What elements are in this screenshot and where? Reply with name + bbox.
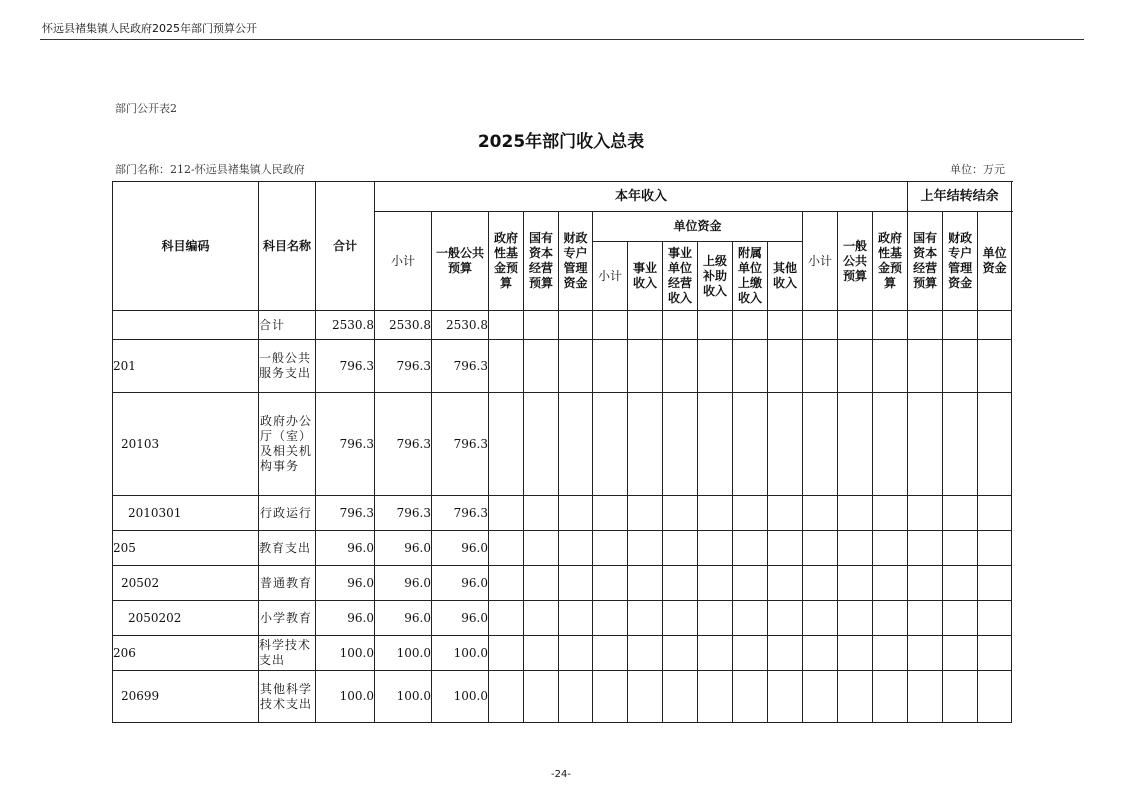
- row-general-budget: 96.0: [432, 601, 489, 636]
- row-code: 2010301: [113, 496, 259, 531]
- col-header-affiliated-income: 附属单位上缴收入: [733, 242, 768, 311]
- row-code: 205: [113, 531, 259, 566]
- row-name: 行政运行: [259, 496, 316, 531]
- row-subtotal: 96.0: [375, 531, 432, 566]
- col-header-carryover-general-budget: 一般公共预算: [838, 212, 873, 311]
- col-header-unit-subtotal: 小计: [593, 242, 628, 311]
- row-name: 政府办公厅（室）及相关机构事务: [259, 393, 316, 496]
- row-code: 20699: [113, 671, 259, 723]
- row-general-budget: 96.0: [432, 531, 489, 566]
- col-header-gov-fund: 政府性基金预算: [489, 212, 524, 311]
- col-header-unit-funds: 单位资金: [593, 212, 803, 242]
- row-general-budget: 796.3: [432, 340, 489, 393]
- table-row: [113, 311, 1012, 340]
- row-subtotal: 100.0: [375, 671, 432, 723]
- header-rule: [40, 39, 1084, 40]
- table-row: [113, 671, 1012, 723]
- row-subtotal: 796.3: [375, 496, 432, 531]
- col-header-subtotal: 小计: [375, 212, 432, 311]
- page-number: -24-: [551, 769, 571, 780]
- row-total: 100.0: [316, 636, 375, 671]
- unit-label: 单位：万元: [950, 163, 1005, 176]
- col-header-carryover-state-capital: 国有资本经营预算: [908, 212, 943, 311]
- col-header-carryover-fiscal-special: 财政专户管理资金: [943, 212, 978, 311]
- row-total: 796.3: [316, 496, 375, 531]
- row-total: 2530.8: [316, 311, 375, 340]
- row-general-budget: 100.0: [432, 671, 489, 723]
- row-code: 201: [113, 340, 259, 393]
- col-header-name: 科目名称: [259, 182, 316, 311]
- col-header-fiscal-special: 财政专户管理资金: [559, 212, 593, 311]
- col-header-state-capital: 国有资本经营预算: [524, 212, 559, 311]
- col-header-code: 科目编码: [113, 182, 259, 311]
- row-subtotal: 96.0: [375, 566, 432, 601]
- form-label: 部门公开表2: [115, 102, 177, 115]
- table-row: [113, 393, 1012, 496]
- row-subtotal: 796.3: [375, 393, 432, 496]
- row-name: 其他科学技术支出: [259, 671, 316, 723]
- col-header-total: 合计: [316, 182, 375, 311]
- row-general-budget: 96.0: [432, 566, 489, 601]
- row-name: 普通教育: [259, 566, 316, 601]
- col-header-current-year: 本年收入: [375, 182, 908, 212]
- row-total: 100.0: [316, 671, 375, 723]
- row-total: 796.3: [316, 393, 375, 496]
- col-header-carryover-subtotal: 小计: [803, 212, 838, 311]
- col-header-carryover: 上年结转结余: [908, 182, 1012, 212]
- income-summary-table: [112, 181, 1012, 723]
- row-total: 96.0: [316, 531, 375, 566]
- document-header-title: 怀远县褚集镇人民政府2025年部门预算公开: [42, 22, 257, 35]
- col-header-carryover-gov-fund: 政府性基金预算: [873, 212, 908, 311]
- table-row: [113, 496, 1012, 531]
- col-header-other-income: 其他收入: [768, 242, 803, 311]
- department-name: 部门名称：212-怀远县褚集镇人民政府: [115, 163, 305, 176]
- row-general-budget: 796.3: [432, 393, 489, 496]
- row-subtotal: 100.0: [375, 636, 432, 671]
- col-header-carryover-unit-funds: 单位资金: [978, 212, 1012, 311]
- table-row: [113, 636, 1012, 671]
- row-code: 20103: [113, 393, 259, 496]
- col-header-superior-subsidy: 上级补助收入: [698, 242, 733, 311]
- row-total: 96.0: [316, 566, 375, 601]
- row-name: 教育支出: [259, 531, 316, 566]
- row-code: [113, 311, 259, 340]
- row-subtotal: 2530.8: [375, 311, 432, 340]
- row-name: 小学教育: [259, 601, 316, 636]
- row-total: 796.3: [316, 340, 375, 393]
- row-total: 96.0: [316, 601, 375, 636]
- table-row: [113, 566, 1012, 601]
- table-row: [113, 601, 1012, 636]
- row-general-budget: 2530.8: [432, 311, 489, 340]
- row-code: 206: [113, 636, 259, 671]
- row-code: 2050202: [113, 601, 259, 636]
- col-header-business-income: 事业收入: [628, 242, 663, 311]
- row-name: 合计: [259, 311, 316, 340]
- table-row: [113, 531, 1012, 566]
- col-header-business-unit-income: 事业单位经营收入: [663, 242, 698, 311]
- row-code: 20502: [113, 566, 259, 601]
- row-name: 一般公共服务支出: [259, 340, 316, 393]
- row-subtotal: 796.3: [375, 340, 432, 393]
- row-general-budget: 796.3: [432, 496, 489, 531]
- row-subtotal: 96.0: [375, 601, 432, 636]
- row-general-budget: 100.0: [432, 636, 489, 671]
- row-name: 科学技术支出: [259, 636, 316, 671]
- table-row: [113, 340, 1012, 393]
- page-title: 2025年部门收入总表: [477, 132, 645, 152]
- col-header-general-budget: 一般公共预算: [432, 212, 489, 311]
